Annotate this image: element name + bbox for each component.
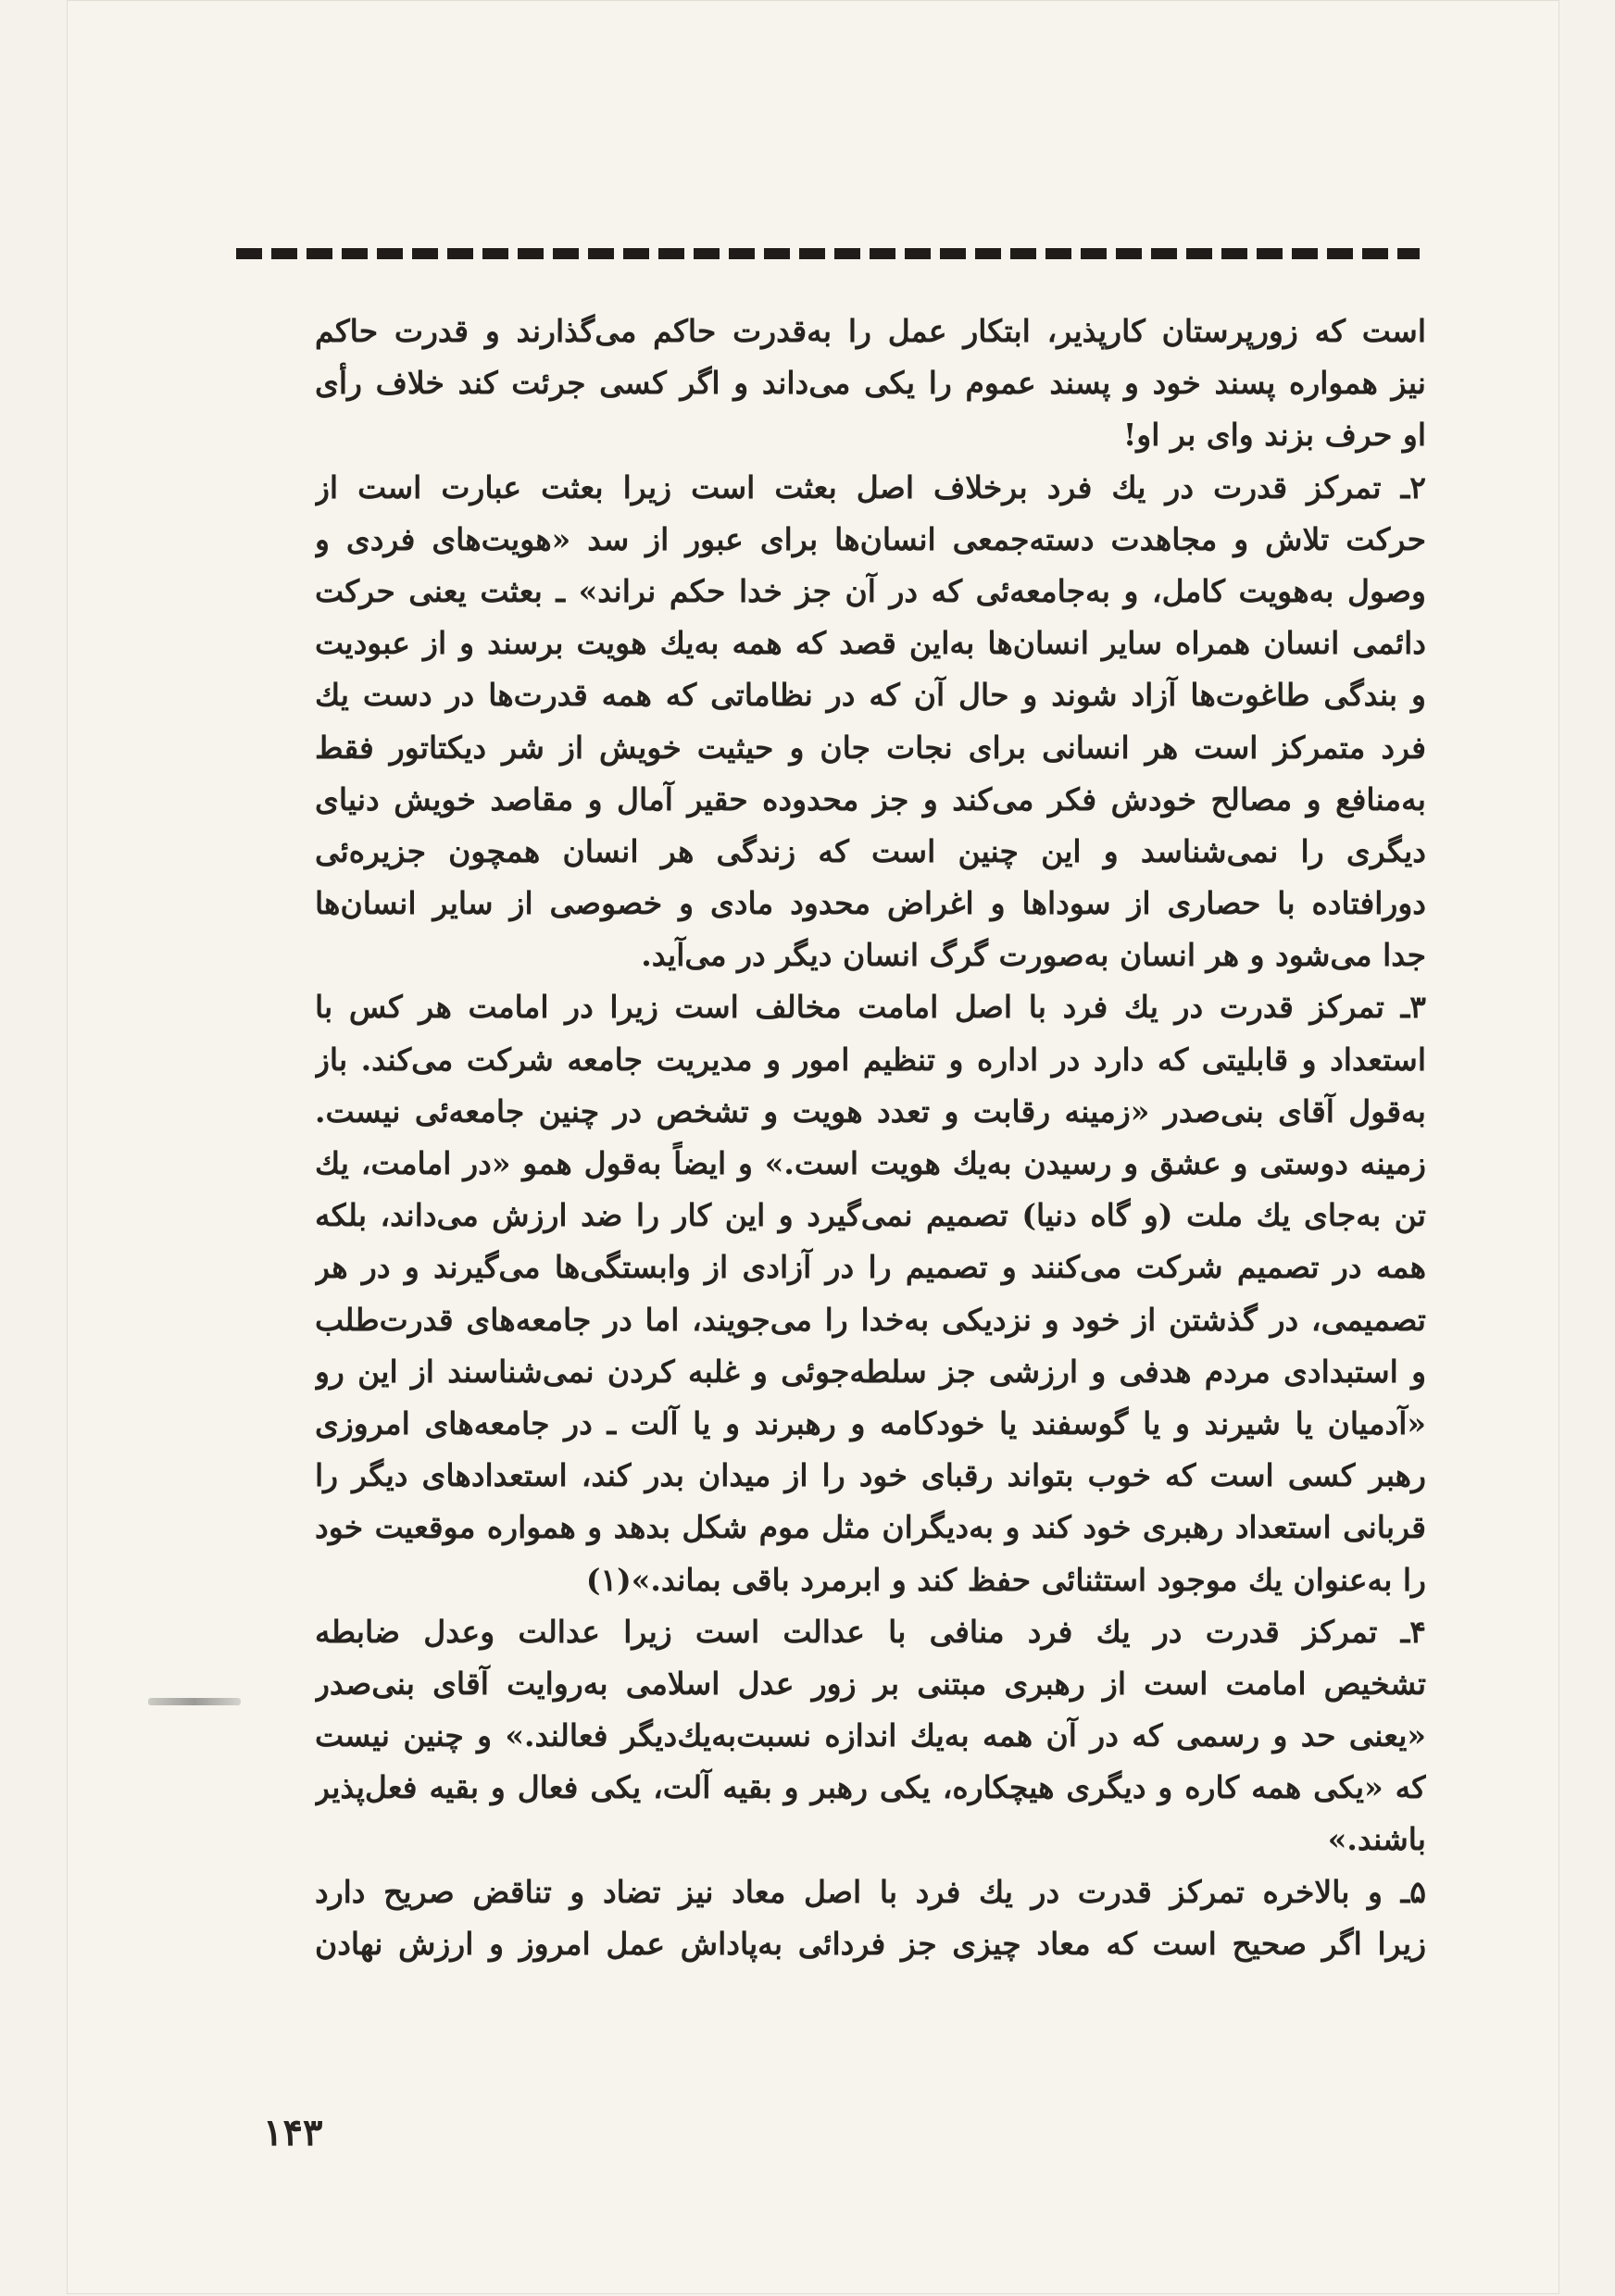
- text-line: وصول به‌هویت کامل، و به‌جامعه‌ئی که در آن جز خدا حکم نراند» ـ بعثت یعنی حرکت: [315, 572, 1426, 609]
- text-line: «آدمیان یا شیرند و یا گوسفند یا خودکامه و رهبرند و یا آلت ـ در جامعه‌های امروزی: [315, 1404, 1426, 1441]
- text-line: ۴ـ تمرکز قدرت در یك فرد منافی با عدالت است زیرا عدالت وعدل ضابطه: [315, 1613, 1426, 1650]
- text-line: تشخیص امامت است از رهبری مبتنی بر زور عدل اسلامی به‌روایت آقای بنی‌صدر: [315, 1665, 1426, 1702]
- margin-smudge: [148, 1698, 241, 1705]
- text-line: جدا می‌شود و هر انسان به‌صورت گرگ انسان دیگر در می‌آید.: [641, 937, 1426, 974]
- text-line: نیز همواره پسند خود و پسند عموم را یکی می‌داند و اگر کسی جرئت کند خلاف رأی: [315, 365, 1426, 402]
- text-line: به‌منافع و مصالح خودش فکر می‌کند و جز محدوده حقیر آمال و مقاصد خویش دنیای: [315, 780, 1426, 817]
- text-line: او حرف بزند وای بر او!: [1122, 417, 1426, 454]
- text-line: دائمی انسان همراه سایر انسان‌ها به‌این قصد که همه به‌یك هویت برسند و از عبودیت: [315, 625, 1426, 662]
- text-line: تن به‌جای یك ملت (و گاه دنیا) تصمیم نمی‌گیرد و این کار را ضد ارزش می‌داند، بلکه: [315, 1197, 1426, 1234]
- text-line: تصمیمی، در گذشتن از خود و نزدیکی به‌خدا را می‌جویند، اما در جامعه‌های قدرت‌طلب: [315, 1301, 1426, 1338]
- text-line: را به‌عنوان یك موجود استثنائی حفظ کند و ابرمرد باقی بماند.»(۱): [585, 1561, 1426, 1598]
- text-line: قربانی استعداد رهبری خود کند و به‌دیگران مثل موم شکل بدهد و همواره موقعیت خود: [315, 1509, 1426, 1546]
- text-line: است که زورپرستان کارپذیر، ابتکار عمل را به‌قدرت حاکم می‌گذارند و قدرت حاکم: [315, 313, 1426, 349]
- body-text: [315, 306, 1426, 1970]
- text-line: ۲ـ تمرکز قدرت در یك فرد برخلاف اصل بعثت است زیرا بعثت عبارت است از: [315, 468, 1426, 505]
- text-line: به‌قول آقای بنی‌صدر «زمینه رقابت و تعدد هویت و تشخص در چنین جامعه‌ئی نیست.: [315, 1092, 1426, 1129]
- text-line: «یعنی حد و رسمی که در آن همه به‌یك اندازه نسبت‌به‌یك‌دیگر فعالند.» و چنین نیست: [315, 1717, 1426, 1754]
- text-line: دورافتاده با حصاری از سوداها و اغراض محدود مادی و خصوصی از سایر انسان‌ها: [315, 885, 1426, 922]
- text-line: باشند.»: [1327, 1821, 1426, 1858]
- text-line: ۵ـ و بالاخره تمرکز قدرت در یك فرد با اصل معاد نیز تضاد و تناقض صریح دارد: [315, 1873, 1426, 1910]
- text-line: دیگری را نمی‌شناسد و این چنین است که زندگی هر انسان همچون جزیره‌ئی: [315, 832, 1426, 869]
- text-line: و بندگی طاغوت‌ها آزاد شوند و حال آن که در نظاماتی که همه قدرت‌ها در دست یك: [315, 677, 1426, 714]
- text-line: حرکت تلاش و مجاهدت دسته‌جمعی انسان‌ها برای عبور از سد «هویت‌های فردی و: [315, 520, 1426, 557]
- text-line: همه در تصمیم شرکت می‌کنند و تصمیم را در آزادی از وابستگی‌ها می‌گیرند و در هر: [315, 1249, 1426, 1286]
- text-line: ۳ـ تمرکز قدرت در یك فرد با اصل امامت مخالف است زیرا در امامت هر کس با: [315, 989, 1426, 1026]
- text-line: فرد متمرکز است هر انسانی برای نجات جان و حیثیت خویش از شر دیکتاتور فقط: [315, 729, 1426, 766]
- page-number: ۱۴۳: [263, 2111, 323, 2154]
- text-line: زمینه دوستی و عشق و رسیدن به‌یك هویت است.» و ایضاً به‌قول همو «در امامت، یك: [315, 1145, 1426, 1181]
- text-line: استعداد و قابلیتی که دارد در اداره و تنظیم امور و مدیریت جامعه شرکت می‌کند. باز: [315, 1041, 1426, 1078]
- text-line: زیرا اگر صحیح است که معاد چیزی جز فردائی به‌پاداش عمل امروز و ارزش نهادن: [315, 1925, 1426, 1962]
- text-line: و استبدادی مردم هدفی و ارزشی جز سلطه‌جوئی و غلبه کردن نمی‌شناسند از این رو: [315, 1353, 1426, 1390]
- header-dashed-rule: [236, 248, 1420, 259]
- text-line: که «یکی همه کاره و دیگری هیچکاره، یکی رهبر و بقیه آلت، یکی فعال و بقیه فعل‌پذیر: [315, 1769, 1426, 1806]
- text-line: رهبر کسی است که خوب بتواند رقبای خود را از میدان بدر کند، استعدادهای دیگر را: [315, 1457, 1426, 1494]
